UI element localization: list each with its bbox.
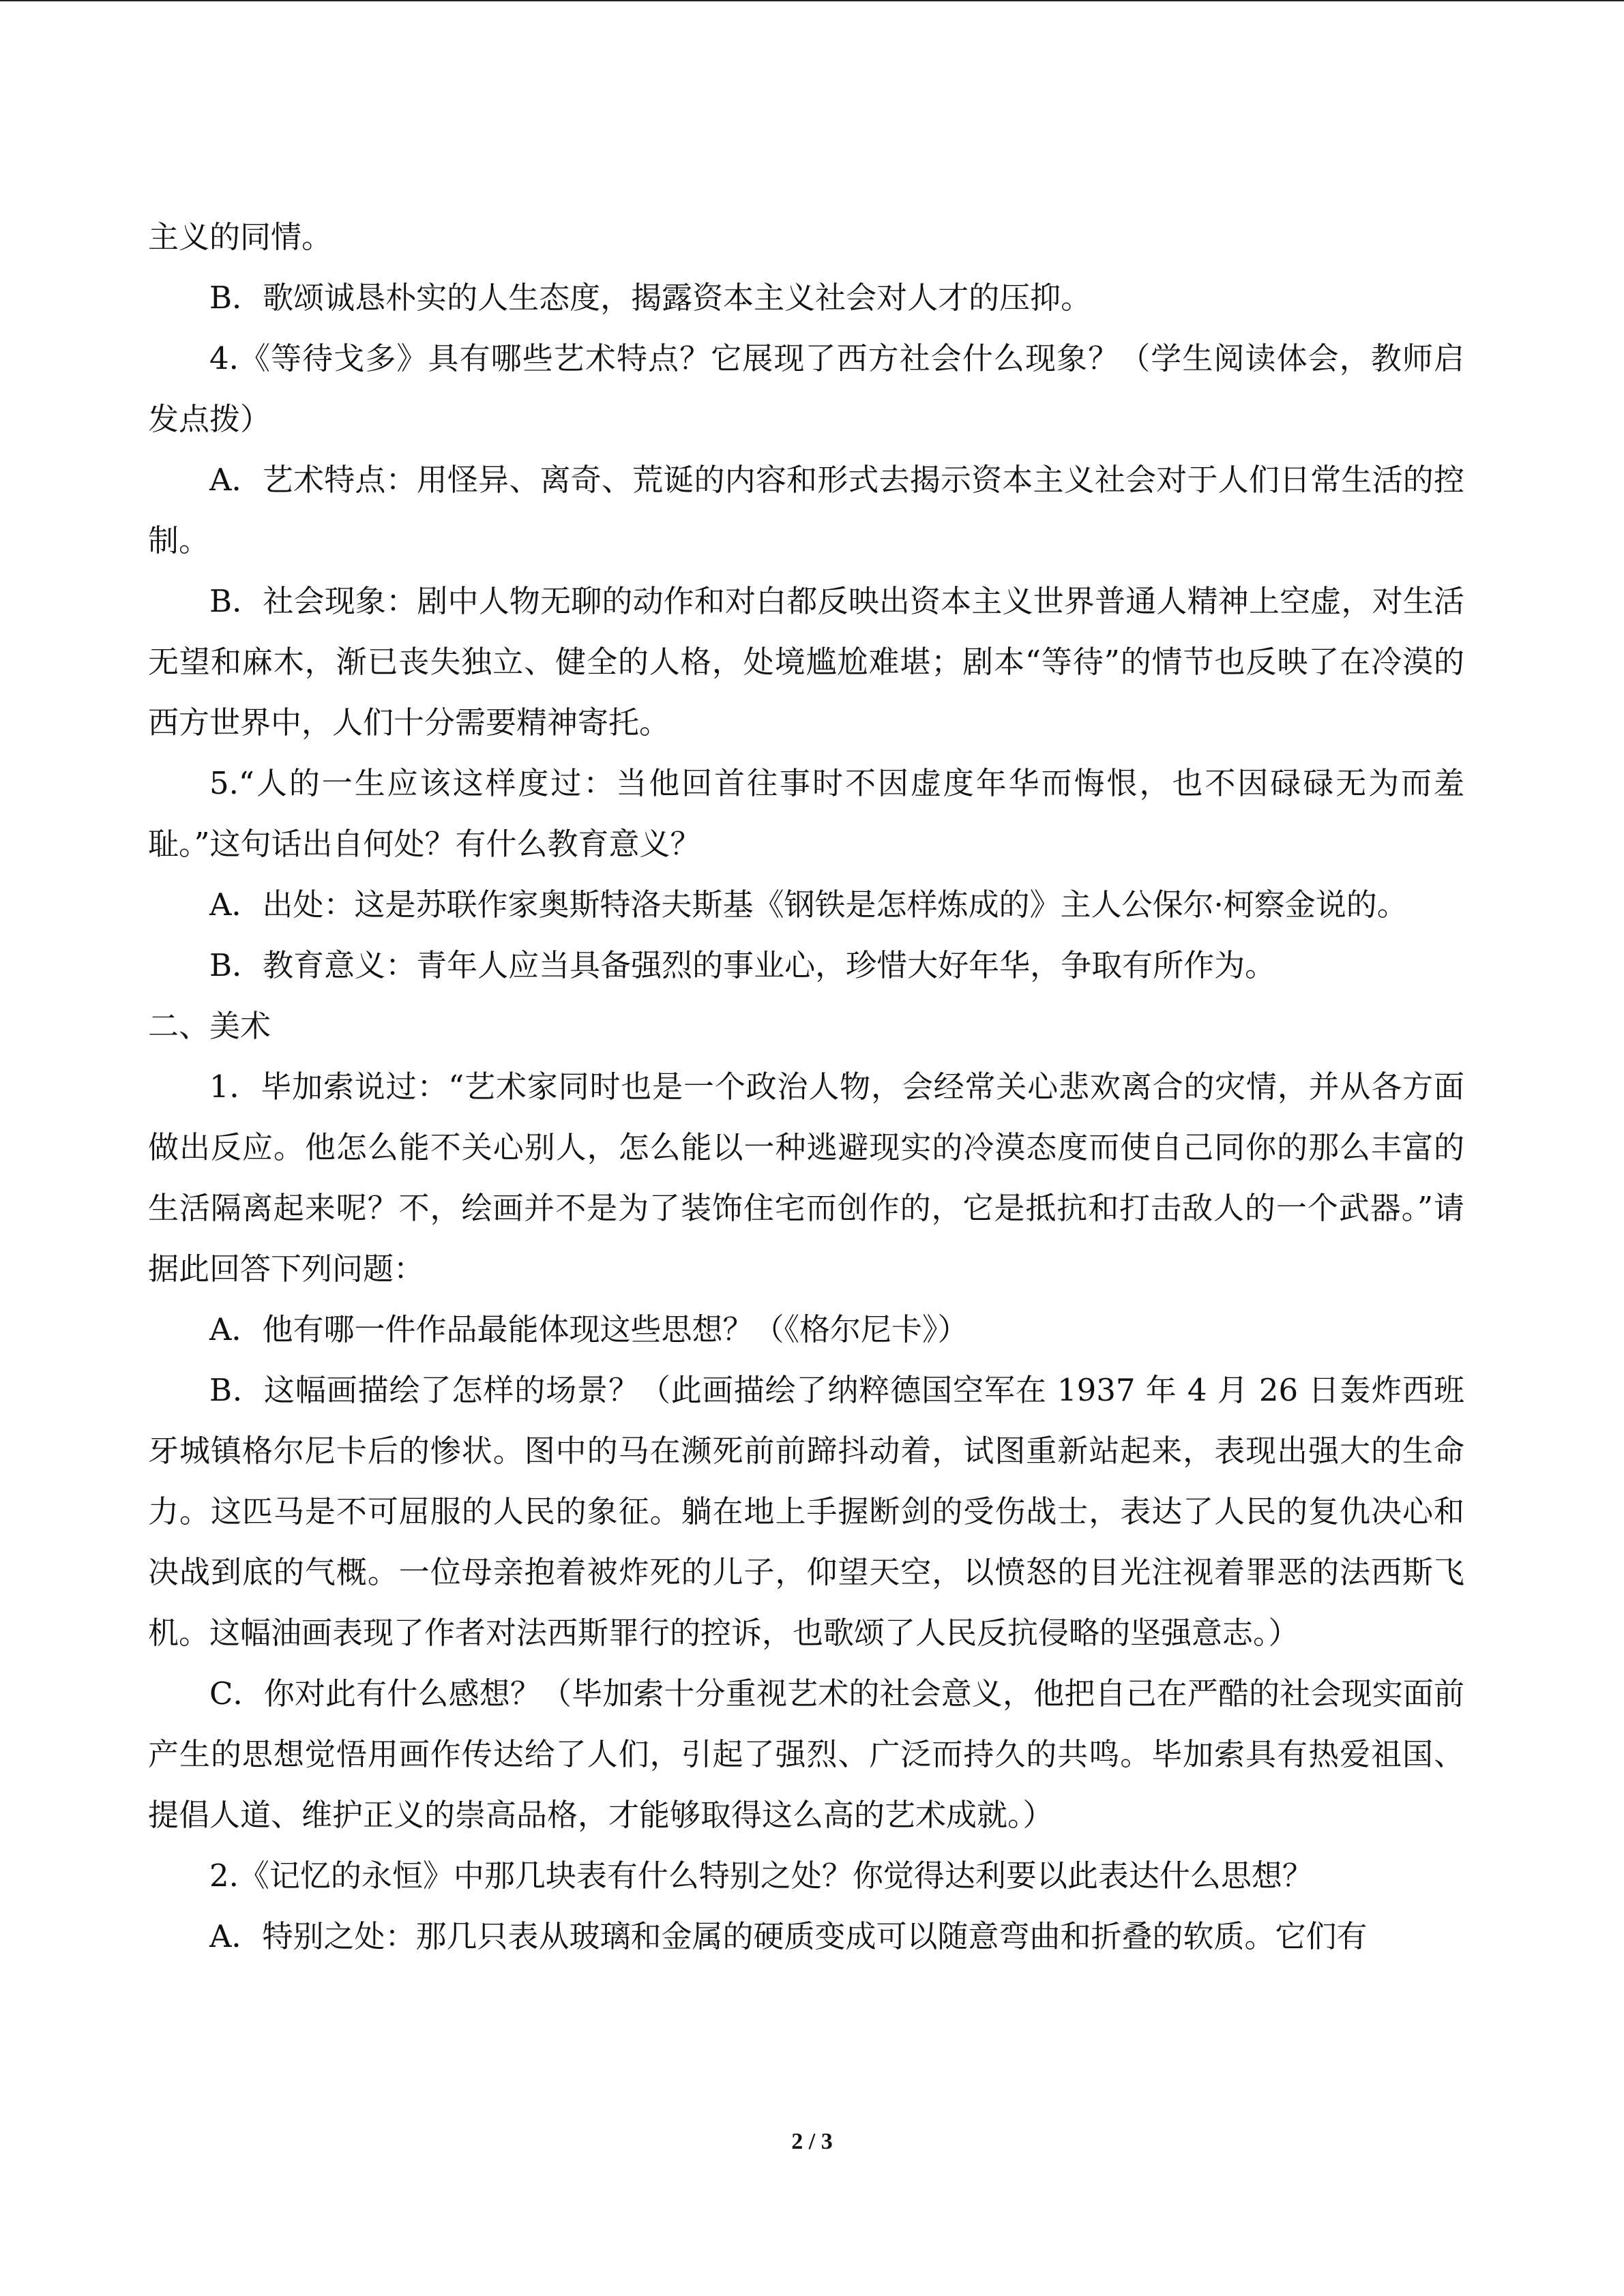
paragraph-question-1: 1．毕加索说过：“艺术家同时也是一个政治人物，会经常关心悲欢离合的灾情，并从各方面做出反应。他怎么能不关心别人，怎么能以一种逃避现实的冷漠态度而使自己同你的那么丰富的生活隔离起来呢？不，绘画并不是为了装饰住宅而创作的，它是抵抗和打击敌人的一个武器。”请据此回答下列问题： — [148, 1069, 1464, 1287]
paragraph-answer-a: A．他有哪一件作品最能体现这些思想？（《格尔尼卡》） — [209, 1311, 969, 1347]
paragraph-question-4: 4.《等待戈多》具有哪些艺术特点？它展现了西方社会什么现象？（学生阅读体会，教师启发点拨） — [148, 340, 1464, 437]
paragraph-answer-c: C．你对此有什么感想？（毕加索十分重视艺术的社会意义，他把自己在严酷的社会现实面前产生的思想觉悟用画作传达给了人们，引起了强烈、广泛而持久的共鸣。毕加索具有热爱祖国、提倡人道、维护正义的崇高品格，才能够取得这么高的艺术成就。） — [148, 1675, 1464, 1833]
section-heading-art: 二、美术 — [148, 1008, 271, 1044]
paragraph-question-5: 5.“人的一生应该这样度过：当他回首往事时不因虚度年华而悔恨，也不因碌碌无为而羞耻。”这句话出自何处？有什么教育意义？ — [148, 765, 1464, 862]
paragraph-question-2: 2.《记忆的永恒》中那几块表有什么特别之处？你觉得达利要以此表达什么思想？ — [209, 1858, 1313, 1894]
paragraph-answer-a: A．出处：这是苏联作家奥斯特洛夫斯基《钢铁是怎样炼成的》主人公保尔·柯察金说的。 — [209, 886, 1408, 923]
paragraph-answer-b: B．这幅画描绘了怎样的场景？（此画描绘了纳粹德国空军在 1937 年 4 月 26 日轰炸西班牙城镇格尔尼卡后的惨状。图中的马在濒死前前蹄抖动着，试图重新站起来，表现出强大的生命力。这匹马是不可屈服的人民的象征。躺在地上手握断剑的受伤战士，表达了人民的复仇决心和决战到底的气概。一位母亲抱着被炸死的儿子，仰望天空，以愤怒的目光注视着罪恶的法西斯飞机。这幅油画表现了作者对法西斯罪行的控诉，也歌颂了人民反抗侵略的坚强意志。） — [148, 1372, 1464, 1651]
paragraph-answer-a: A．特别之处：那几只表从玻璃和金属的硬质变成可以随意弯曲和折叠的软质。它们有 — [209, 1918, 1368, 1954]
page-number: 2 / 3 — [791, 2129, 833, 2154]
paragraph-answer-b: B．歌颂诚恳朴实的人生态度，揭露资本主义社会对人才的压抑。 — [209, 280, 1092, 316]
paragraph-answer-b: B．教育意义：青年人应当具备强烈的事业心，珍惜大好年华，争取有所作为。 — [209, 947, 1276, 983]
paragraph-answer-b: B．社会现象：剧中人物无聊的动作和对白都反映出资本主义世界普通人精神上空虚，对生活无望和麻木，渐已丧失独立、健全的人格，处境尴尬难堪；剧本“等待”的情节也反映了在冷漠的西方世界中，人们十分需要精神寄托。 — [148, 583, 1464, 741]
paragraph-continuation: 主义的同情。 — [148, 219, 333, 255]
document-body — [148, 207, 1464, 1967]
paragraph-answer-a: A．艺术特点：用怪异、离奇、荒诞的内容和形式去揭示资本主义社会对于人们日常生活的控制。 — [148, 462, 1464, 558]
